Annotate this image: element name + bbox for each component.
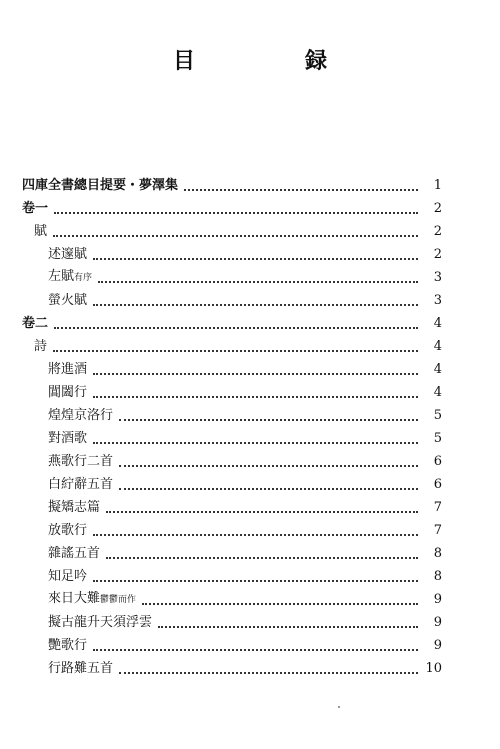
toc-entry-volume-2[interactable] xyxy=(22,311,442,333)
toc-entry-volume-1[interactable] xyxy=(22,196,442,218)
toc-label: 卷二 xyxy=(22,316,49,331)
dot-leader xyxy=(93,257,418,260)
dot-leader xyxy=(54,211,418,214)
toc-entry[interactable] xyxy=(48,610,442,632)
toc-page-number: 6 xyxy=(433,477,442,492)
toc-label-main: 來日大難 xyxy=(48,591,101,606)
toc-label: 螢火賦 xyxy=(48,293,88,308)
toc-page-number: 5 xyxy=(433,431,442,446)
toc-page-number: 4 xyxy=(433,316,442,331)
toc-entry[interactable] xyxy=(48,426,442,448)
dot-leader xyxy=(53,234,418,237)
dot-leader xyxy=(93,303,418,306)
toc-label: 行路難五首 xyxy=(48,661,114,676)
toc-entry[interactable] xyxy=(48,242,442,264)
toc-label: 卷一 xyxy=(22,201,49,216)
toc-label: 閶闔行 xyxy=(48,385,88,400)
toc-label: 詩 xyxy=(34,339,48,354)
toc-page-number: 2 xyxy=(433,201,442,216)
dot-leader xyxy=(93,533,418,536)
toc-page-number: 4 xyxy=(433,339,442,354)
dot-leader xyxy=(98,280,418,283)
toc-entry[interactable] xyxy=(48,449,442,471)
dot-leader xyxy=(93,441,418,444)
dot-leader xyxy=(142,602,418,605)
toc-entry[interactable] xyxy=(48,265,442,287)
toc-label: 對酒歌 xyxy=(48,431,88,446)
dot-leader xyxy=(93,648,418,651)
toc-entry[interactable] xyxy=(48,495,442,517)
toc-page-number: 9 xyxy=(433,592,442,607)
dot-leader xyxy=(53,349,418,352)
toc-page-number: 1 xyxy=(433,178,442,193)
toc-entry-preface[interactable] xyxy=(22,173,442,195)
dot-leader xyxy=(119,671,418,674)
toc-label: 知足吟 xyxy=(48,569,88,584)
toc-entry[interactable] xyxy=(48,380,442,402)
toc-label: 燕歌行二首 xyxy=(48,454,114,469)
toc-label: 四庫全書總目提要・夢澤集 xyxy=(22,178,179,193)
toc-page-number: 3 xyxy=(433,270,442,285)
dot-leader xyxy=(184,188,418,191)
toc-label: 白紵辭五首 xyxy=(48,477,114,492)
dot-leader xyxy=(119,418,418,421)
dot-leader xyxy=(93,579,418,582)
toc-page-number: 4 xyxy=(433,385,442,400)
dot-leader xyxy=(158,625,418,628)
toc-entry[interactable] xyxy=(48,587,442,609)
toc-entry[interactable] xyxy=(48,288,442,310)
toc-entry[interactable] xyxy=(48,633,442,655)
toc-page-number: 7 xyxy=(433,523,442,538)
toc-label: 煌煌京洛行 xyxy=(48,408,114,423)
dot-leader xyxy=(54,326,418,329)
toc-entry-section-shi[interactable] xyxy=(34,334,442,356)
toc-page-number: 9 xyxy=(433,615,442,630)
toc-label: 艷歌行 xyxy=(48,638,88,653)
toc-page-number: 2 xyxy=(433,224,442,239)
toc-page-number: 10 xyxy=(425,661,442,676)
toc-page-number: 8 xyxy=(433,569,442,584)
toc-label-note: 鬱鬱而作 xyxy=(100,595,137,605)
toc-label: 雜謠五首 xyxy=(48,546,101,561)
toc-page-number: 8 xyxy=(433,546,442,561)
toc-label-main: 左賦 xyxy=(48,269,75,284)
toc-page-number: 6 xyxy=(433,454,442,469)
toc-entry[interactable] xyxy=(48,541,442,563)
dot-leader xyxy=(119,487,418,490)
toc-page-number: 9 xyxy=(433,638,442,653)
toc-label xyxy=(48,590,136,609)
toc-label xyxy=(48,268,92,287)
toc-entry[interactable] xyxy=(48,357,442,379)
toc-page-number: 2 xyxy=(433,247,442,262)
toc-label: 放歌行 xyxy=(48,523,88,538)
dot-leader xyxy=(106,510,418,513)
dot-leader xyxy=(93,372,418,375)
dot-leader xyxy=(119,464,418,467)
toc-entry[interactable] xyxy=(48,518,442,540)
toc-entry[interactable] xyxy=(48,403,442,425)
page-title: 目 録 xyxy=(172,48,371,74)
scan-speck xyxy=(338,706,340,708)
toc-page-number: 3 xyxy=(433,293,442,308)
toc-label-note: 有序 xyxy=(74,273,93,283)
dot-leader xyxy=(106,556,418,559)
toc-entry-section-fu[interactable] xyxy=(34,219,442,241)
toc-page-number: 7 xyxy=(433,500,442,515)
dot-leader xyxy=(93,395,418,398)
toc-label: 賦 xyxy=(34,224,48,239)
toc-entry[interactable] xyxy=(48,472,442,494)
toc-label: 擬矯志篇 xyxy=(48,500,101,515)
toc-entry[interactable] xyxy=(48,656,442,678)
toc-entry[interactable] xyxy=(48,564,442,586)
toc-label: 擬古龍升天須浮雲 xyxy=(48,615,153,630)
toc-page-number: 4 xyxy=(433,362,442,377)
toc-page-number: 5 xyxy=(433,408,442,423)
toc-label: 將進酒 xyxy=(48,362,88,377)
toc-label: 述邃賦 xyxy=(48,247,88,262)
